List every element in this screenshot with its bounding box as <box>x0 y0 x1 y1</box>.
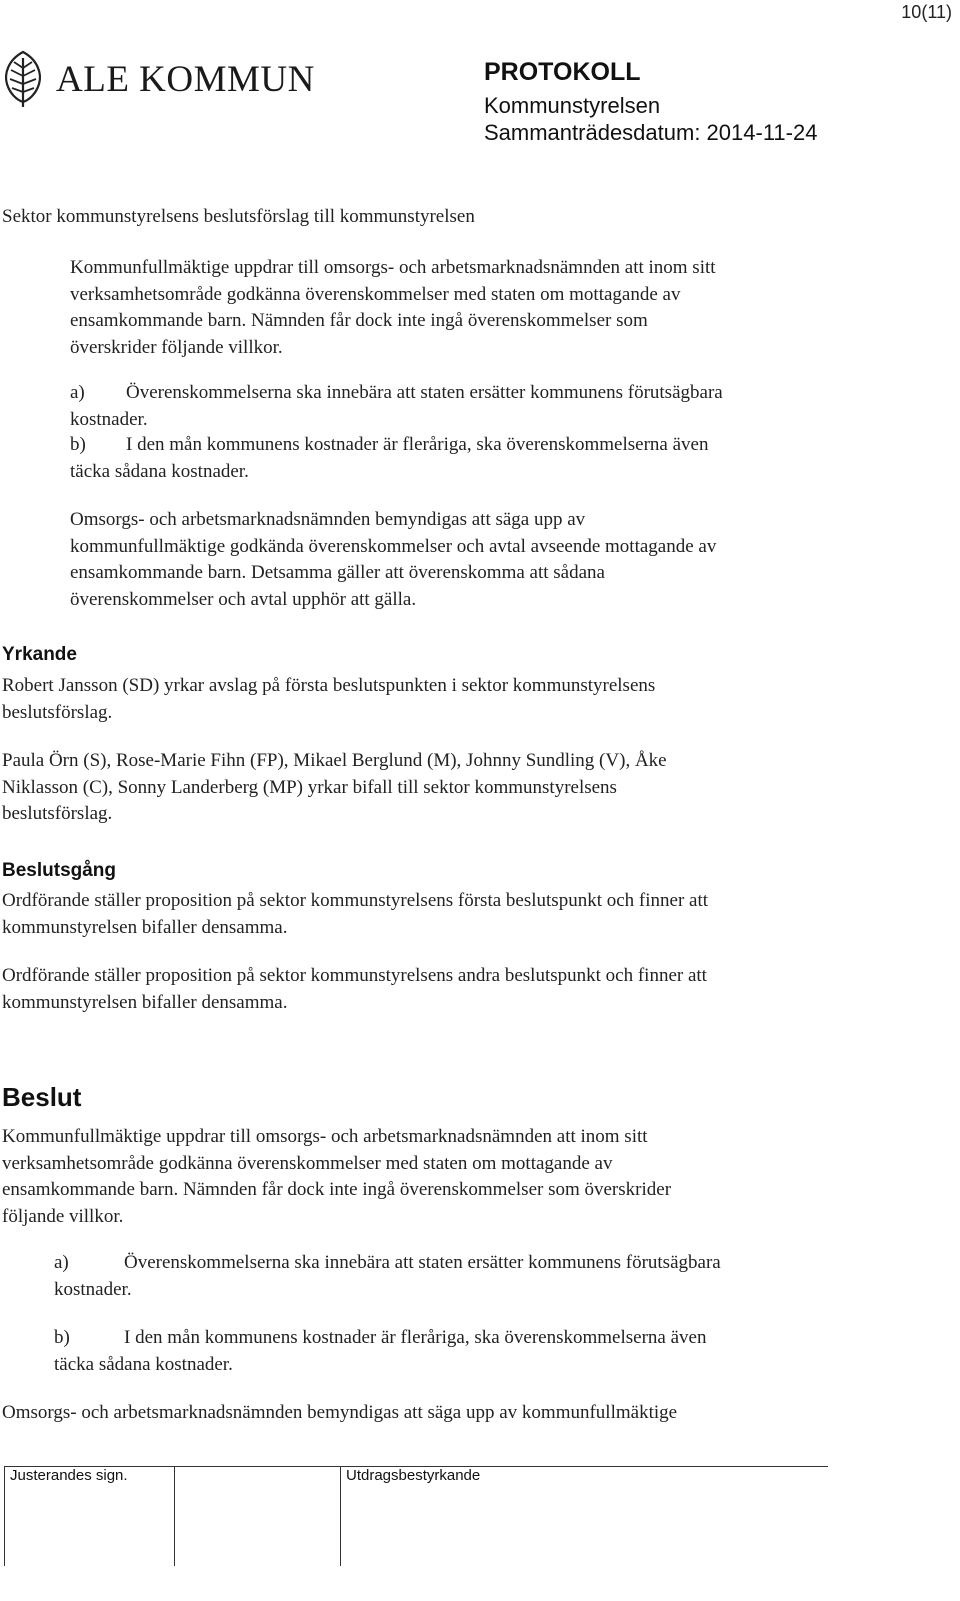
beslut-item-a <box>54 1250 934 1303</box>
beslut-heading: Beslut <box>2 1082 82 1112</box>
beslut-paragraph-1 <box>2 1124 932 1230</box>
beslutsgang-paragraph-1 <box>2 888 942 941</box>
item-text-continued: täcka sådana kostnader. <box>54 1353 233 1375</box>
leaf-logo-icon <box>2 50 44 108</box>
text-line: Niklasson (C), Sonny Landerberg (MP) yrkar bifall till sektor kommunstyrelsens <box>2 776 617 798</box>
text-line: kommunstyrelsen bifaller densamma. <box>2 916 288 938</box>
yrkande-paragraph-2 <box>2 748 932 828</box>
beslut-item-b <box>54 1325 934 1378</box>
text-line: ensamkommande barn. Nämnden får dock inte ingå överenskommelser som överskrider <box>2 1179 672 1200</box>
utdragsbestyrkande-label: Utdragsbestyrkande <box>346 1467 481 1484</box>
text-line: Kommunfullmäktige uppdrar till omsorgs- och arbetsmarknadsnämnden att inom sitt <box>70 257 716 278</box>
text-line: ensamkommande barn. Detsamma gäller att överenskomma att sådana <box>70 562 605 583</box>
item-text-continued: kostnader. <box>70 408 148 430</box>
logo-wordmark: ALE KOMMUN <box>56 59 315 100</box>
item-text: I den mån kommunens kostnader är fleråriga, ska överenskommelserna även <box>124 1327 707 1348</box>
item-label: a) <box>70 382 85 403</box>
item-text: Överenskommelserna ska innebära att staten ersätter kommunens förutsägbara <box>124 1252 721 1273</box>
beslutsgang-heading: Beslutsgång <box>2 860 117 881</box>
meeting-date: Sammanträdesdatum: 2014-11-24 <box>484 120 818 145</box>
item-text-continued: kostnader. <box>54 1278 132 1300</box>
text-line: Kommunfullmäktige uppdrar till omsorgs- och arbetsmarknadsnämnden att inom sitt <box>2 1126 648 1147</box>
justerandes-sign-label: Justerandes sign. <box>10 1467 128 1484</box>
text-line: följande villkor. <box>2 1205 124 1227</box>
item-text: Överenskommelserna ska innebära att staten ersätter kommunens förutsägbara <box>126 382 723 403</box>
text-line: kommunfullmäktige godkända överenskommelser och avtal avseende mottagande av <box>70 535 717 557</box>
item-text-continued: täcka sådana kostnader. <box>70 460 249 482</box>
footer-divider <box>340 1466 341 1566</box>
beslut-paragraph-2: Omsorgs- och arbetsmarknadsnämnden bemyndigas att säga upp av kommunfullmäktige <box>2 1402 678 1423</box>
text-line: Paula Örn (S), Rose-Marie Fihn (FP), Mikael Berglund (M), Johnny Sundling (V), Åke <box>2 750 667 771</box>
yrkande-paragraph-1 <box>2 673 932 726</box>
beslutsgang-paragraph-2 <box>2 963 942 1016</box>
committee-name: Kommunstyrelsen <box>484 93 661 118</box>
document-type: PROTOKOLL <box>484 58 641 86</box>
text-line: beslutsförslag. <box>2 803 113 824</box>
text-line: verksamhetsområde godkänna överenskommelser med staten om mottagande av <box>2 1152 613 1174</box>
item-label: b) <box>54 1327 70 1348</box>
proposal-item-a <box>70 380 940 433</box>
footer-divider <box>4 1466 5 1566</box>
text-line: ensamkommande barn. Nämnden får dock inte ingå överenskommelser som <box>70 310 648 331</box>
proposal-item-b <box>70 432 940 485</box>
item-label: b) <box>70 434 86 455</box>
proposal-title: Sektor kommunstyrelsens beslutsförslag till kommunstyrelsen <box>2 206 475 227</box>
proposal-paragraph-1 <box>70 255 940 361</box>
text-line: verksamhetsområde godkänna överenskommelser med staten om mottagande av <box>70 283 681 305</box>
text-line: kommunstyrelsen bifaller densamma. <box>2 991 288 1013</box>
text-line: Omsorgs- och arbetsmarknadsnämnden bemyndigas att säga upp av <box>70 509 586 530</box>
text-line: Robert Jansson (SD) yrkar avslag på första beslutspunkten i sektor kommunstyrelsens <box>2 675 656 696</box>
proposal-paragraph-2 <box>70 507 940 613</box>
page-number: 10(11) <box>901 2 952 22</box>
text-line: överskrider följande villkor. <box>70 336 283 358</box>
text-line: Ordförande ställer proposition på sektor kommunstyrelsens första beslutspunkt och finner att <box>2 890 709 911</box>
item-label: a) <box>54 1252 69 1273</box>
footer-divider <box>174 1466 175 1566</box>
text-line: beslutsförslag. <box>2 701 113 723</box>
yrkande-heading: Yrkande <box>2 644 77 665</box>
text-line: överenskommelser och avtal upphör att gälla. <box>70 588 417 610</box>
item-text: I den mån kommunens kostnader är fleråriga, ska överenskommelserna även <box>126 434 709 455</box>
text-line: Ordförande ställer proposition på sektor kommunstyrelsens andra beslutspunkt och finner att <box>2 965 707 986</box>
